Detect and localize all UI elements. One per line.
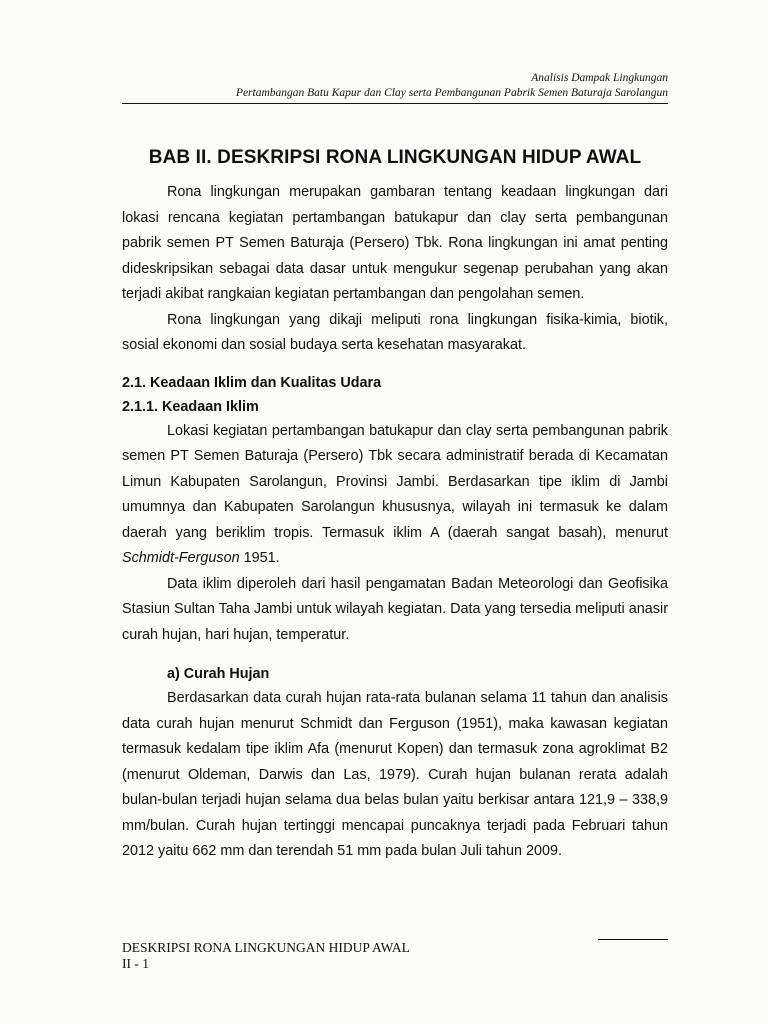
rainfall-paragraph: Berdasarkan data curah hujan rata-rata bulanan selama 11 tahun dan analisis data curah hujan menurut Schmidt dan Ferguson (1951), maka kawasan kegiatan termasuk kedalam tipe iklim Afa (menurut Kopen) dan termasuk zona agroklimat B2 (menurut Oldeman, Darwis dan Las, 1979). Curah hujan bulanan rerata adalah bulan-bulan terjadi hujan selama dua belas bulan yaitu berkisar antara 121,9 – 338,9 mm/bulan. Curah hujan tertinggi mencapai puncaknya terjadi pada Februari tahun 2012 yaitu 662 mm dan terendah 51 mm pada bulan Juli tahun 2009.: [122, 690, 668, 859]
intro-paragraph-2: Rona lingkungan yang dikaji meliputi rona lingkungan fisika-kimia, biotik, sosial ekonomi dan sosial budaya serta kesehatan masyarakat.: [122, 311, 668, 353]
footer-rule: [598, 939, 668, 940]
running-header: [122, 71, 668, 104]
section-heading-2-1: 2.1. Keadaan Iklim dan Kualitas Udara: [122, 374, 382, 391]
chapter-title: BAB II. DESKRIPSI RONA LINGKUNGAN HIDUP AWAL: [148, 147, 642, 168]
climate-text-part-2: 1951.: [239, 550, 280, 566]
footer-title: DESKRIPSI RONA LINGKUNGAN HIDUP AWAL: [122, 940, 410, 955]
page-number: II - 1: [122, 956, 149, 971]
section-heading-2-1-1: 2.1.1. Keadaan Iklim: [122, 398, 259, 415]
climate-paragraph-2: Data iklim diperoleh dari hasil pengamatan Badan Meteorologi dan Geofisika Stasiun Sultan Taha Jambi untuk wilayah kegiatan. Data yang tersedia meliputi anasir curah hujan, hari hujan, temperatur.: [122, 575, 668, 643]
header-line-1: Analisis Dampak Lingkungan: [531, 72, 668, 84]
climate-paragraph-1: [122, 419, 668, 572]
intro-paragraph-1: Rona lingkungan merupakan gambaran tentang keadaan lingkungan dari lokasi rencana kegiatan pertambangan batukapur dan clay serta pembangunan pabrik semen PT Semen Baturaja (Persero) Tbk. Rona lingkungan ini amat penting dideskripsikan sebagai data dasar untuk mengukur segenap perubahan yang akan terjadi akibat rangkaian kegiatan pertambangan dan pengolahan semen.: [122, 184, 668, 302]
climate-italic-term: Schmidt-Ferguson: [122, 550, 240, 566]
climate-text-part-1: Lokasi kegiatan pertambangan batukapur dan clay serta pembangunan pabrik semen PT Semen Baturaja (Persero) Tbk secara administratif berada di Kecamatan Limun Kabupaten Sarolangun, Provinsi Jambi. Berdasarkan tipe iklim di Jambi umumnya dan Kabupaten Sarolangun khususnya, wilayah ini termasuk ke dalam daerah yang beriklim tropis. Termasuk iklim A (daerah sangat basah), menurut: [122, 422, 668, 541]
document-body: [122, 180, 668, 865]
page-footer: [122, 940, 522, 972]
header-line-2: Pertambangan Batu Kapur dan Clay serta Pembangunan Pabrik Semen Baturaja Sarolangun: [235, 87, 668, 99]
subsection-curah-hujan: a) Curah Hujan: [167, 666, 270, 682]
